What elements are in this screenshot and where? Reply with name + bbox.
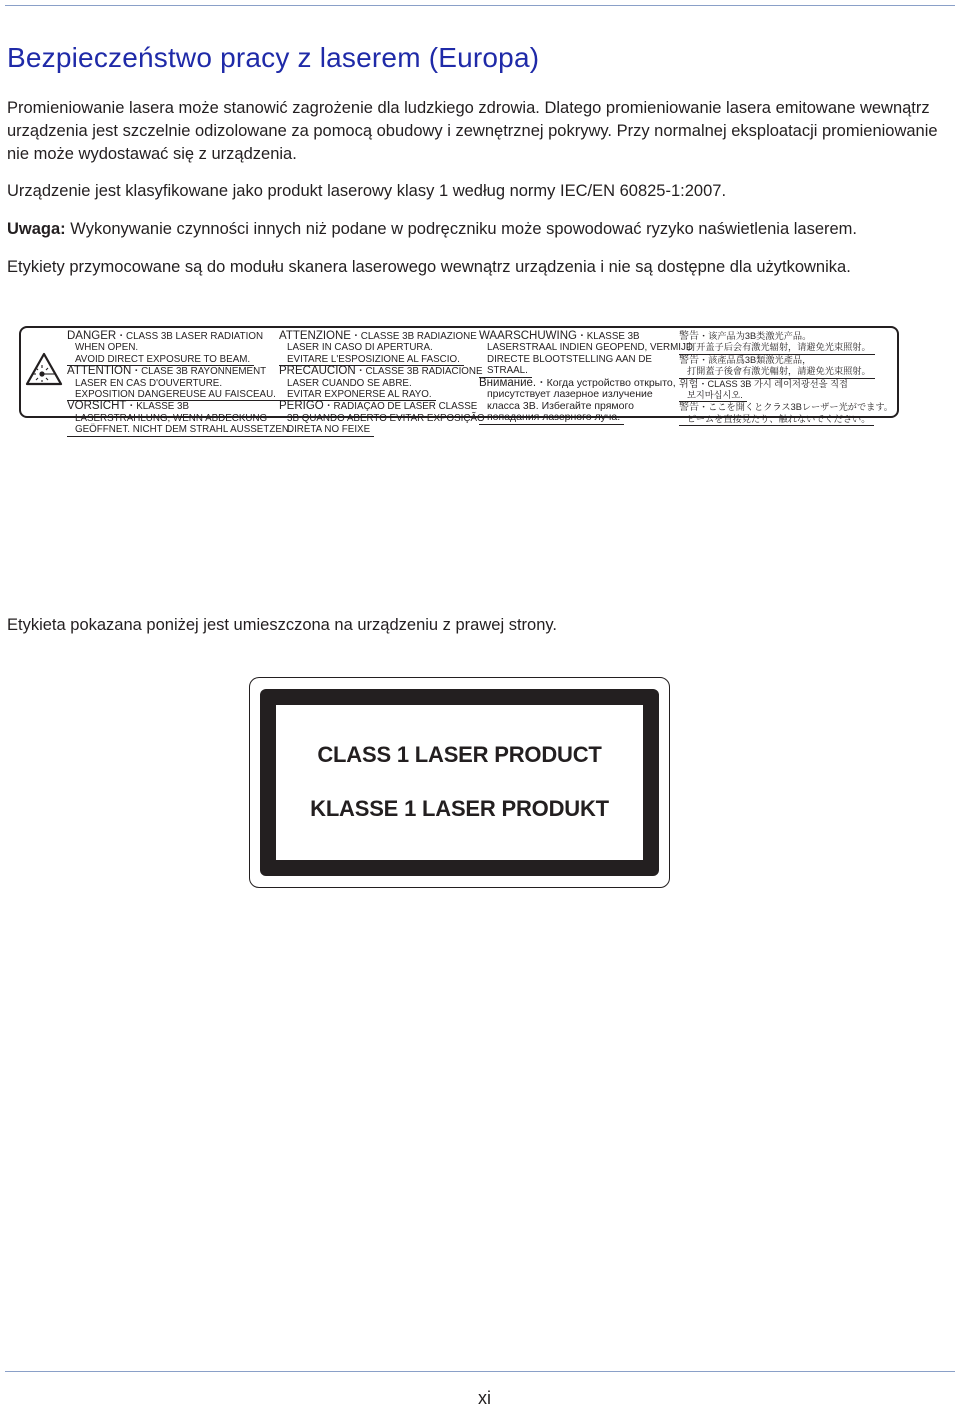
warning-heading: WAARSCHUWING	[479, 330, 577, 342]
page-title: Bezpieczeństwo pracy z laserem (Europa)	[7, 42, 540, 73]
warning-heading: 警告	[679, 331, 699, 342]
note-text: Wykonywanie czynności innych niż podane w podręczniku może spowodować ryzyko naświetlenia laserem.	[65, 220, 858, 238]
warning-line	[279, 413, 485, 424]
warning-heading: 警告	[679, 354, 699, 366]
warning-text: ・CLASE 3B RAYONNEMENT	[131, 366, 267, 378]
warning-text: LASERSTRAHLUNG, WENN ABDECKUNG	[75, 412, 268, 424]
warning-heading: PRECAUCION	[279, 365, 356, 378]
warning-text: ・KLASSE 3B	[576, 331, 640, 342]
page-number: xi	[478, 1388, 491, 1408]
warning-text: попадания лазерного луча.	[487, 411, 621, 424]
warning-text: EXPOSITION DANGEREUSE AU FAISCEAU.	[75, 389, 276, 401]
warning-text: ・CLASSE 3B RADIAZIONE	[350, 331, 477, 342]
warning-line	[279, 378, 485, 389]
warning-text: ・CLASS 3B LASER RADIATION	[116, 331, 264, 342]
note-paragraph	[7, 218, 953, 241]
warning-line	[679, 355, 893, 366]
warning-line	[67, 424, 296, 436]
warning-text: 보지마십시오.	[687, 390, 743, 401]
warning-text: GEÖFFNET. NICHT DEM STRAHL AUSSETZEN.	[75, 424, 292, 436]
warning-col-1	[67, 331, 296, 437]
top-rule	[5, 5, 955, 6]
warning-line	[279, 342, 485, 353]
warning-text: ・CLASS 3B 가시 레이저광선을 직접	[698, 378, 848, 389]
warning-text: AVOID DIRECT EXPOSURE TO BEAM.	[75, 353, 251, 365]
warning-text: DIRECTE BLOOTSTELLING AAN DE	[487, 353, 652, 365]
warning-text: 打開蓋子後會有激光輻射，請避免光束照射。	[687, 366, 871, 377]
warning-text: EVITAR EXPONERSE AL RAYO.	[287, 389, 432, 401]
warning-text: ・Когда устройство открыто,	[536, 376, 676, 389]
warning-heading: DANGER	[67, 330, 117, 342]
warning-heading: ATTENTION	[67, 365, 132, 378]
labels-info-paragraph: Etykiety przymocowane są do modułu skanera laserowego wewnątrz urządzenia i nie są dostępne dla użytkownika.	[7, 258, 851, 276]
warning-col-2	[279, 331, 485, 437]
warning-line	[67, 413, 296, 424]
warning-text: LASER EN CAS D'OUVERTURE.	[75, 377, 223, 389]
warning-heading: Внимание.	[479, 376, 537, 389]
warning-line	[67, 331, 296, 342]
class-1-line-en: CLASS 1 LASER PRODUCT	[317, 742, 602, 767]
intro-paragraph: Promieniowanie lasera może stanowić zagrożenie dla ludzkiego zdrowia. Dlatego promieniowanie lasera emitowane wewnątrz urządzenia jest szczelnie odizolowane za pomocą obudowy i zewnętrznej pokrywy. Przy normalnej eksploatacji promieniowanie nie może wydostawać się z urządzenia.	[7, 99, 938, 163]
warning-line	[679, 379, 893, 390]
warning-text: присутствует лазерное излучение	[487, 388, 653, 401]
laser-warning-label	[19, 326, 899, 436]
warning-col-3	[479, 331, 693, 425]
warning-text: ・该产品为3B类激光产品。	[699, 331, 812, 341]
warning-line	[679, 390, 747, 402]
warning-text: LASER IN CASO DI APERTURA.	[287, 342, 433, 354]
warning-text: ビームを直接見たり、触れないでください。	[687, 413, 871, 424]
label-face	[276, 705, 643, 860]
warning-line	[279, 401, 485, 412]
warning-line	[679, 402, 893, 413]
warning-line	[279, 424, 374, 436]
warning-text: WHEN OPEN.	[75, 342, 139, 354]
warning-line	[479, 412, 624, 425]
bottom-rule	[5, 1371, 955, 1372]
note-label: Uwaga:	[7, 220, 66, 238]
warning-line	[67, 342, 296, 353]
warning-line	[679, 414, 874, 426]
classification-paragraph: Urządzenie jest klasyfikowane jako produkt laserowy klasy 1 według normy IEC/EN 60825-1:2007.	[7, 182, 727, 200]
warning-heading: 警告	[679, 402, 699, 414]
warning-heading: 위험	[679, 378, 699, 390]
warning-line	[67, 378, 296, 389]
warning-text: 打开盖子后会有激光辐射，请避免光束照射。	[687, 342, 871, 353]
warning-line	[479, 331, 693, 342]
warning-text: ・CLASSE 3B RADIACIONE	[355, 366, 483, 378]
warning-text: ・ここを開くとクラス3Bレーザー光がでます。	[699, 402, 893, 413]
warning-heading: VORSICHT	[67, 400, 127, 413]
warning-line	[679, 331, 893, 342]
right-side-paragraph: Etykieta pokazana poniżej jest umieszczona na urządzeniu z prawej strony.	[7, 616, 557, 634]
warning-line	[67, 366, 296, 377]
warning-line	[679, 342, 875, 354]
warning-col-4	[679, 331, 893, 426]
laser-warning-icon	[25, 352, 63, 386]
warning-text: LASER CUANDO SE ABRE.	[287, 377, 412, 389]
warning-text: STRAAL.	[487, 365, 528, 377]
warning-text: LASERSTRAAL INDIEN GEOPEND, VERMIJD	[487, 342, 693, 354]
warning-line	[479, 354, 693, 365]
class-1-laser-label	[249, 677, 670, 888]
warning-text: 3B QUANDO ABERTO EVITAR EXPOSIÇÃO	[287, 412, 485, 424]
warning-line	[67, 401, 296, 412]
warning-heading: ATTENZIONE	[279, 330, 351, 342]
warning-text: DIRETA NO FEIXE	[287, 424, 371, 436]
label-border	[260, 689, 659, 876]
warning-line	[279, 331, 485, 342]
warning-text: EVITARE L'ESPOSIZIONE AL FASCIO.	[287, 353, 460, 365]
warning-text: класса 3B. Избегайте прямого	[487, 399, 634, 412]
warning-line	[679, 366, 875, 378]
warning-line	[479, 342, 693, 353]
warning-line	[279, 366, 485, 377]
class-1-line-de: KLASSE 1 LASER PRODUKT	[310, 796, 609, 821]
warning-text: ・該產品爲3B類激光產品，	[699, 354, 812, 365]
warning-heading: PERIGO	[279, 400, 324, 413]
warning-text: ・KLASSE 3B	[126, 401, 190, 413]
warning-text: ・RADIAÇÃO DE LASER CLASSE	[323, 401, 478, 413]
